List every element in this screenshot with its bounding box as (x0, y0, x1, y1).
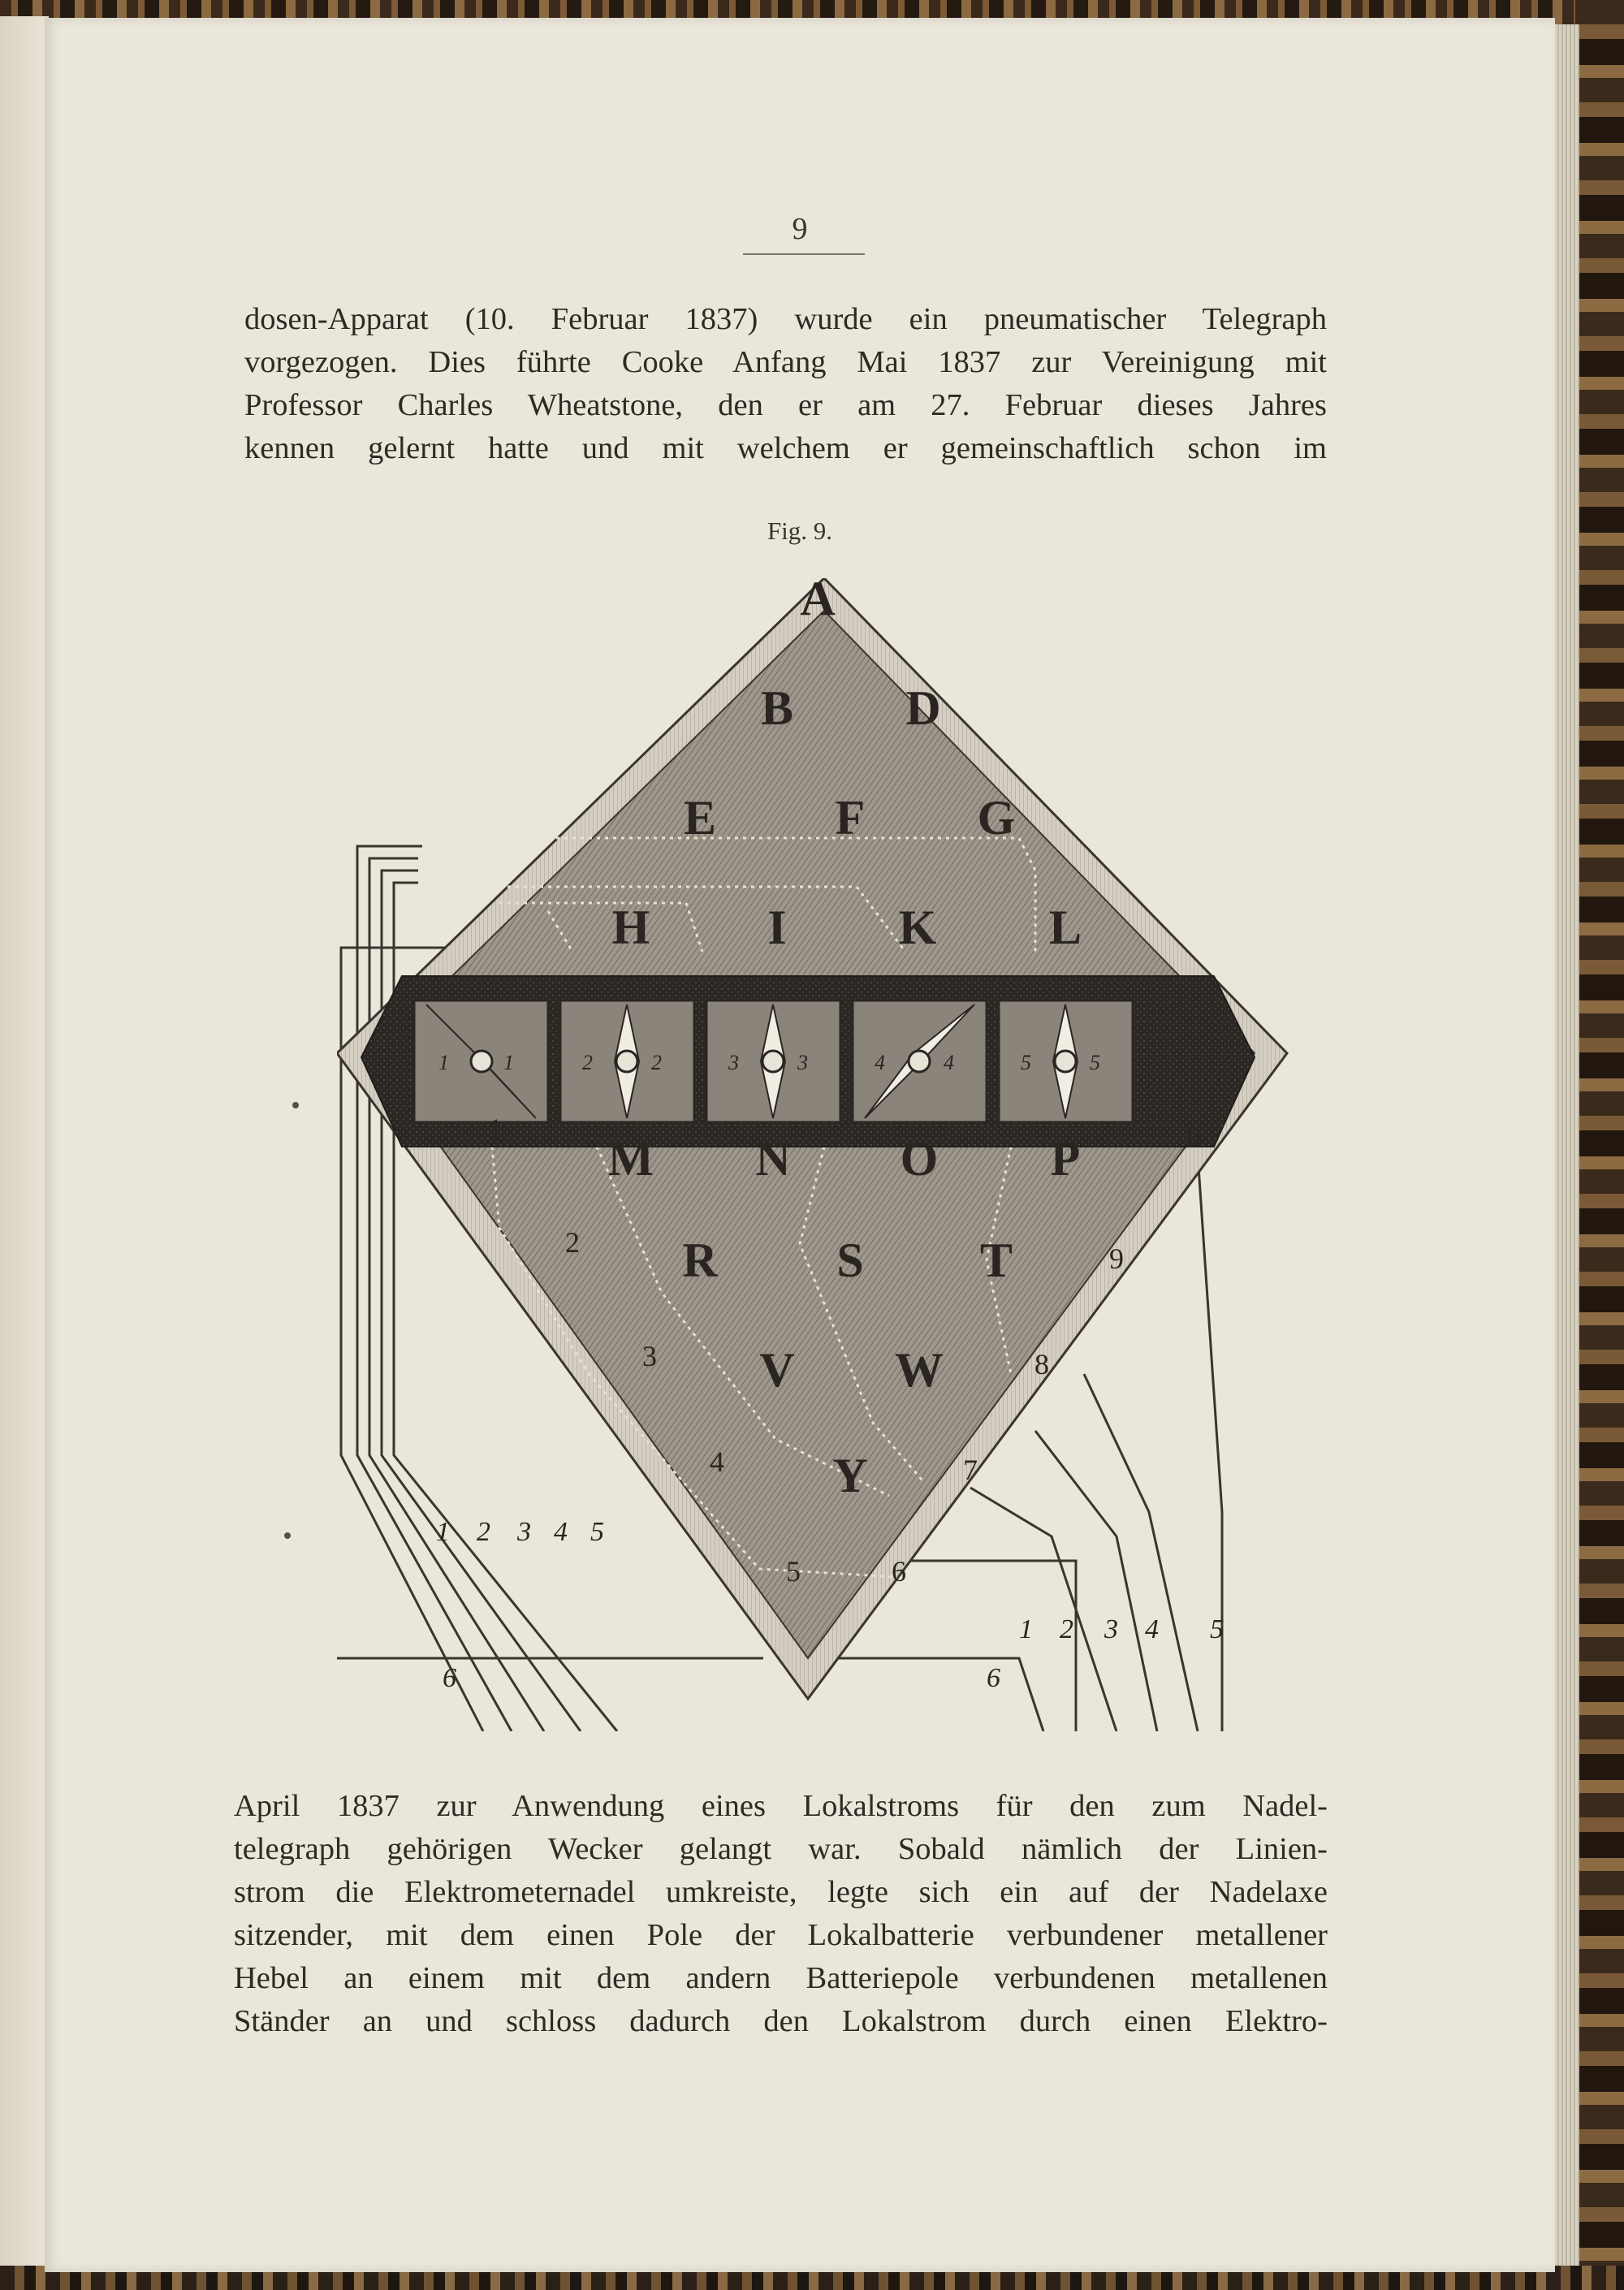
needle-label: 5 (1021, 1051, 1031, 1074)
wire-label: 3 (517, 1517, 531, 1547)
edge-number: 2 (565, 1226, 580, 1259)
needle-label: 5 (1090, 1051, 1100, 1074)
text-line: kennen gelernt hatte und mit welchem er gemeinschaftlich schon im (244, 431, 1327, 465)
wire-label: 1 (436, 1517, 450, 1547)
text-line: Hebel an einem mit dem andern Batteriepole verbundenen metallenen (234, 1961, 1328, 1995)
text-line: Ständer an und schloss dadurch den Lokalstrom durch einen Elektro- (234, 2004, 1328, 2038)
edge-number: 8 (1034, 1348, 1049, 1380)
letter-h: H (611, 901, 650, 954)
right-wire-labels (987, 1614, 1224, 1693)
letter-r: R (682, 1234, 718, 1287)
wire-label-six: 6 (987, 1663, 1000, 1693)
letter-t: T (979, 1234, 1013, 1287)
edge-number: 4 (710, 1445, 724, 1478)
letter-f: F (835, 791, 866, 845)
edge-number: 9 (1109, 1242, 1124, 1275)
letter-b: B (760, 681, 794, 735)
book-page (45, 18, 1555, 2272)
telegraph-diagram-svg (337, 578, 1320, 1731)
text-line: dosen-Apparat (10. Februar 1837) wurde ein pneumatischer Telegraph (244, 302, 1327, 336)
letter-i: I (767, 901, 787, 954)
needle-label: 2 (582, 1051, 593, 1074)
edge-number: 7 (963, 1454, 978, 1486)
telegraph-diagram (337, 578, 1320, 1731)
letter-a: A (800, 578, 836, 625)
wire-label: 4 (1145, 1614, 1159, 1644)
letter-s: S (836, 1234, 864, 1287)
edge-number: 5 (786, 1555, 801, 1588)
text-line: sitzender, mit dem einen Pole der Lokalbatterie verbundener metallener (234, 1918, 1328, 1952)
letter-l: L (1048, 901, 1082, 954)
wire-label: 1 (1019, 1614, 1033, 1644)
needle-label: 2 (651, 1051, 662, 1074)
edge-number: 6 (892, 1555, 906, 1588)
wire-label-six: 6 (443, 1663, 456, 1693)
edge-number: 0 (1186, 1121, 1201, 1153)
letter-d: D (905, 681, 941, 735)
letter-p: P (1050, 1132, 1081, 1186)
letter-n: N (755, 1132, 791, 1186)
needle-label: 4 (944, 1051, 954, 1074)
letter-m: M (607, 1132, 654, 1186)
page-number: 9 (792, 212, 808, 246)
letter-e: E (683, 791, 717, 845)
wire-label: 3 (1104, 1614, 1118, 1644)
book-cover-right-edge (1575, 0, 1624, 2290)
bottom-paragraph (234, 1785, 1328, 2043)
letter-v: V (759, 1343, 795, 1397)
needle-label: 1 (503, 1051, 514, 1074)
letter-k: K (898, 901, 937, 954)
edge-number: 3 (642, 1340, 657, 1372)
facing-page-edge (0, 16, 49, 2274)
letter-g: G (977, 791, 1016, 845)
letter-w: W (895, 1343, 944, 1397)
paper-speck (284, 1532, 291, 1539)
needle-label: 3 (728, 1051, 739, 1074)
wire-label: 4 (554, 1517, 568, 1547)
text-line: vorgezogen. Dies führte Cooke Anfang Mai 1837 zur Vereinigung mit (244, 345, 1327, 379)
letter-o: O (900, 1132, 939, 1186)
letter-y: Y (832, 1449, 868, 1502)
wire-label: 5 (1210, 1614, 1224, 1644)
top-paragraph (244, 298, 1327, 470)
wire-label: 2 (477, 1517, 490, 1547)
wire-label: 5 (590, 1517, 604, 1547)
text-line: strom die Elektrometernadel umkreiste, legte sich ein auf der Nadelaxe (234, 1875, 1328, 1909)
left-wire-labels (436, 1517, 604, 1693)
text-line: Professor Charles Wheatstone, den er am 27. Februar dieses Jahres (244, 388, 1327, 422)
paper-speck (292, 1102, 299, 1108)
text-line: telegraph gehörigen Wecker gelangt war. Sobald nämlich der Linien- (234, 1832, 1328, 1866)
wire-label: 2 (1060, 1614, 1073, 1644)
needle-label: 1 (438, 1051, 449, 1074)
needle-label: 4 (875, 1051, 885, 1074)
edge-number: 1 (488, 1113, 503, 1145)
page-number-rule (743, 253, 865, 255)
text-line: April 1837 zur Anwendung eines Lokalstroms für den zum Nadel- (234, 1789, 1328, 1823)
needle-label: 3 (797, 1051, 808, 1074)
figure-caption: Fig. 9. (767, 516, 833, 545)
